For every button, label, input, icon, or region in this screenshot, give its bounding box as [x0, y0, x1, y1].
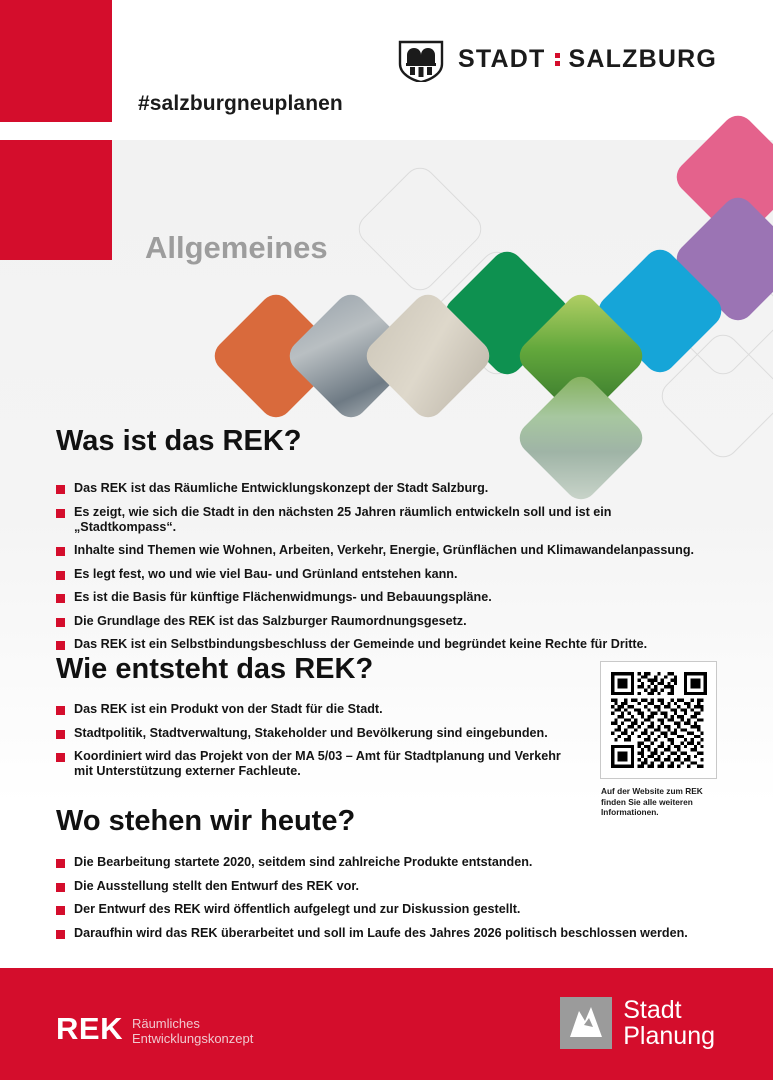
bullet-marker-icon — [56, 753, 65, 762]
list-item — [56, 637, 716, 652]
list-item-text: Koordiniert wird das Projekt von der MA 5/03 – Amt für Stadtplanung und Verkehr mit Unterstützung externer Fachleute. — [74, 749, 561, 778]
list-item-text: Die Grundlage des REK ist das Salzburger Raumordnungsgesetz. — [74, 613, 467, 628]
stadt-planung-logo-icon — [560, 997, 612, 1049]
list-item — [56, 590, 716, 605]
section-label: Allgemeines — [145, 230, 328, 265]
heading-was-ist-das-rek: Was ist das REK? — [56, 425, 302, 457]
heading-wie-entsteht-das-rek: Wie entsteht das REK? — [56, 653, 374, 685]
list-item — [56, 481, 716, 496]
hexagon-graphic-cluster — [0, 105, 773, 465]
bullet-list-was-ist-das-rek — [56, 481, 716, 661]
list-item — [56, 543, 716, 558]
list-item-text: Es zeigt, wie sich die Stadt in den nächsten 25 Jahren räumlich entwickeln soll und ist ein „Stadtkompass“. — [74, 504, 612, 534]
qr-caption: Auf der Website zum REK finden Sie alle weiteren Informationen. — [601, 786, 703, 817]
footer-rek-expansion-line1: Räumliches — [131, 1016, 200, 1031]
bullet-marker-icon — [56, 906, 65, 915]
bullet-list-wie-entsteht-das-rek — [56, 702, 576, 788]
bullet-marker-icon — [56, 641, 65, 650]
list-item — [56, 505, 716, 535]
list-item-text: Inhalte sind Themen wie Wohnen, Arbeiten, Verkehr, Energie, Grünflächen und Klimawandelanpassung. — [74, 543, 695, 557]
city-logo-text — [458, 45, 717, 74]
logo-separator-dots — [555, 53, 560, 66]
list-item — [56, 926, 716, 941]
list-item — [56, 749, 576, 779]
red-corner-block-top — [0, 0, 112, 122]
list-item-text: Stadtpolitik, Stadtverwaltung, Stakeholder und Bevölkerung sind eingebunden. — [74, 725, 548, 740]
list-item-text: Das REK ist ein Selbstbindungsbeschluss der Gemeinde und begründet keine Rechte für Dritte. — [74, 637, 648, 651]
bullet-marker-icon — [56, 571, 65, 580]
list-item-text: Der Entwurf des REK wird öffentlich aufgelegt und zur Diskussion gestellt. — [74, 902, 521, 916]
list-item-text: Die Bearbeitung startete 2020, seitdem sind zahlreiche Produkte entstanden. — [74, 855, 533, 869]
bullet-marker-icon — [56, 547, 65, 556]
qr-code-icon — [611, 672, 707, 768]
footer-stadt-planung-brand — [560, 997, 715, 1049]
list-item-text: Die Ausstellung stellt den Entwurf des REK vor. — [74, 878, 360, 893]
bullet-marker-icon — [56, 859, 65, 868]
list-item — [56, 879, 716, 894]
hashtag-campaign: #salzburgneuplanen — [138, 92, 343, 115]
list-item — [56, 614, 716, 629]
city-logo — [396, 36, 717, 82]
bullet-marker-icon — [56, 930, 65, 939]
list-item-text: Das REK ist das Räumliche Entwicklungskonzept der Stadt Salzburg. — [74, 481, 489, 495]
list-item — [56, 567, 716, 582]
list-item — [56, 855, 716, 870]
bullet-marker-icon — [56, 883, 65, 892]
list-item — [56, 726, 576, 741]
list-item-text: Das REK ist ein Produkt von der Stadt für die Stadt. — [74, 702, 383, 716]
bullet-marker-icon — [56, 706, 65, 715]
footer-rek-expansion-line2: Entwicklungskonzept — [131, 1031, 254, 1046]
heading-wo-stehen-wir-heute: Wo stehen wir heute? — [56, 805, 356, 837]
logo-text-stadt: STADT — [458, 44, 546, 73]
list-item-text: Es legt fest, wo und wie viel Bau- und Grünland entstehen kann. — [74, 566, 458, 581]
bullet-marker-icon — [56, 594, 65, 603]
list-item — [56, 902, 716, 917]
qr-code-box[interactable] — [600, 661, 717, 779]
salzburg-coat-of-arms-icon — [396, 36, 446, 82]
bullet-marker-icon — [56, 485, 65, 494]
footer-rek-expansion — [132, 1013, 253, 1046]
footer-brand-text — [623, 997, 715, 1049]
bullet-marker-icon — [56, 730, 65, 739]
footer-rek-abbrev: REK — [56, 1011, 123, 1046]
list-item-text: Es ist die Basis für künftige Flächenwidmungs- und Bebauungspläne. — [74, 590, 492, 604]
bullet-list-wo-stehen-wir-heute — [56, 855, 716, 949]
list-item — [56, 702, 576, 717]
footer-brand-line2: Planung — [623, 1022, 715, 1050]
logo-text-salzburg: SALZBURG — [568, 44, 717, 73]
bullet-marker-icon — [56, 618, 65, 627]
bullet-marker-icon — [56, 509, 65, 518]
footer-brand-line1: Stadt — [623, 996, 682, 1024]
footer-rek-logo — [56, 1013, 253, 1046]
list-item-text: Daraufhin wird das REK überarbeitet und soll im Laufe des Jahres 2026 politisch beschlossen werden. — [74, 925, 688, 940]
